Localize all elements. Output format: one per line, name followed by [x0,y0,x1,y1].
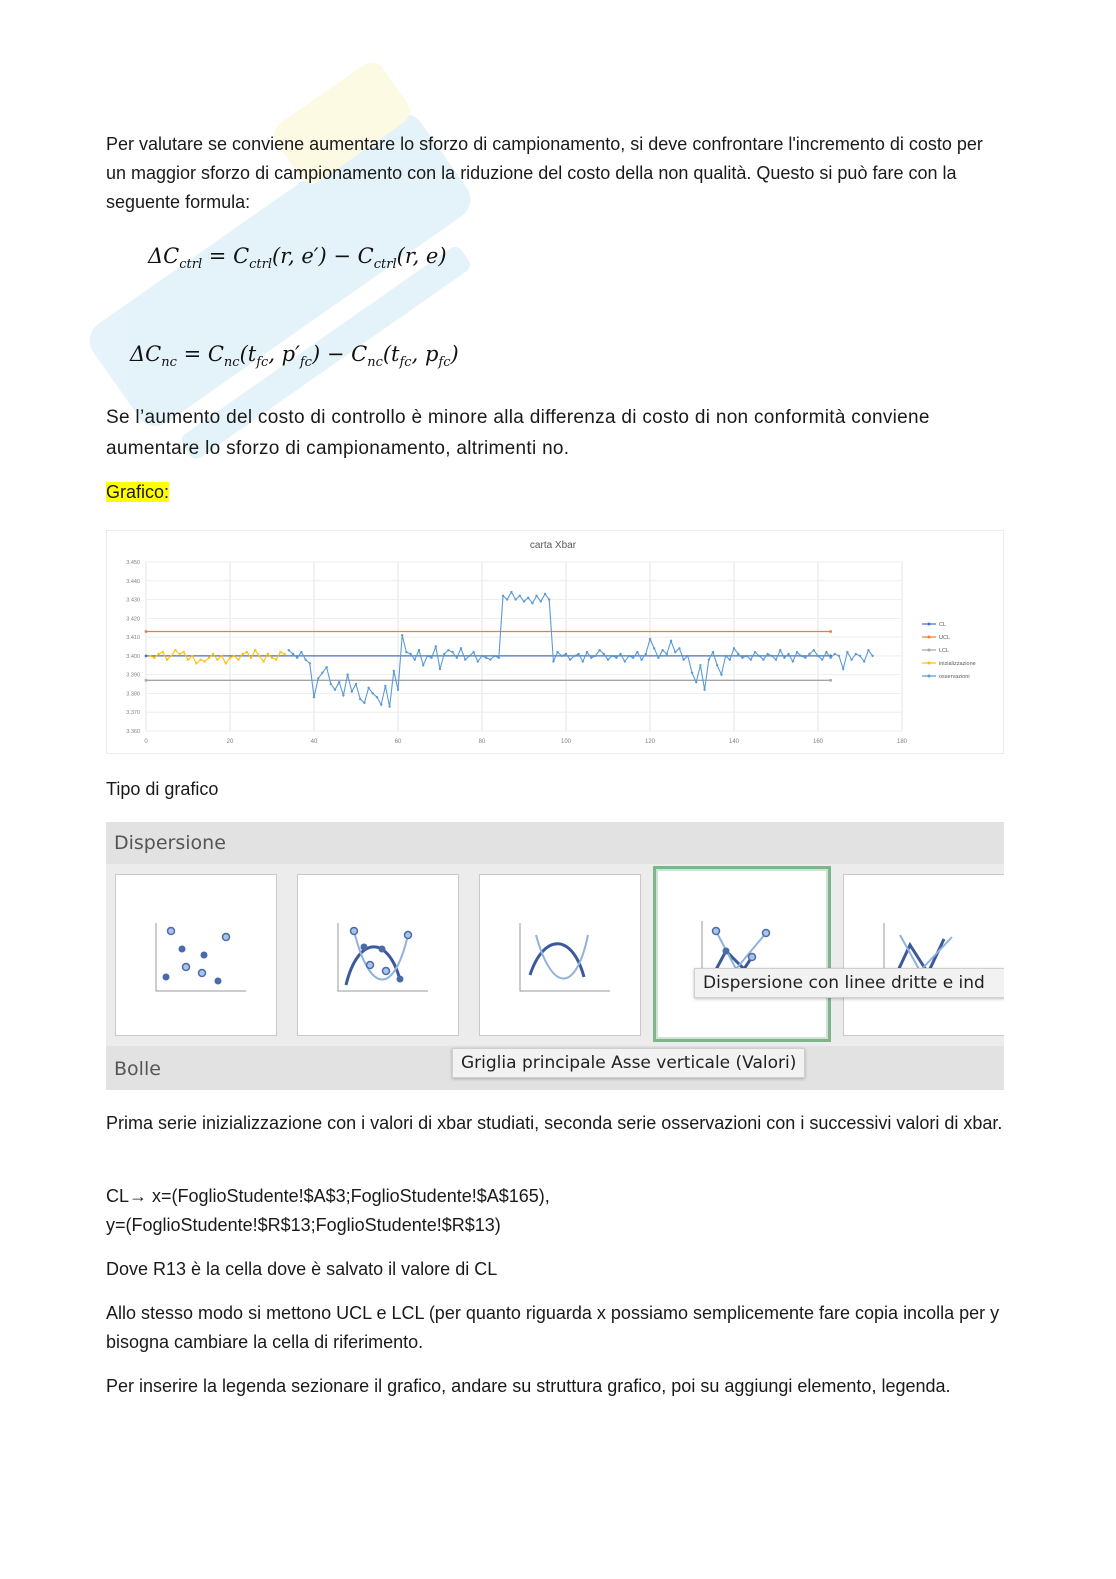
x-tick-label: 160 [812,739,824,745]
data-point-LCL [829,679,832,682]
data-point-osservazioni [363,702,365,704]
y-tick-label: 3.420 [126,616,140,623]
data-point-osservazioni [393,670,395,672]
data-point-osservazioni [409,653,411,655]
data-point-osservazioni [531,602,533,604]
data-point-inizializzazione [208,657,210,659]
data-point-inizializzazione [166,658,168,660]
cl-formula-line-1: CL→ x=(FoglioStudente!$A$3;FoglioStudente!$A$165), [106,1186,550,1206]
data-point-osservazioni [737,653,739,655]
data-point-osservazioni [334,688,336,690]
formula-delta-nc: $\Delta C_{nc} = C_{nc}(t_{fc}$, $p'_{fc}) - C_{nc}(t_{fc}$, $p_{fc}$) [130,342,459,371]
data-point-osservazioni [674,651,676,653]
data-point-osservazioni [569,658,571,660]
data-point-osservazioni [556,651,558,653]
data-point-osservazioni [464,658,466,660]
data-point-osservazioni [649,638,651,640]
data-point-osservazioni [498,657,500,659]
data-point-inizializzazione [199,658,201,660]
data-point-osservazioni [766,653,768,655]
data-point-osservazioni [699,664,701,666]
data-point-osservazioni [838,655,840,657]
legend-paragraph: Per inserire la legenda sezionare il grafico, andare su struttura grafico, poi su aggiungi elemento, legenda. [106,1376,951,1396]
x-tick-label: 60 [394,739,402,745]
data-point-osservazioni [309,662,311,664]
y-tick-label: 3.380 [126,691,140,698]
data-point-osservazioni [296,657,298,659]
data-point-osservazioni [682,658,684,660]
data-point-osservazioni [636,651,638,653]
data-point-inizializzazione [250,657,252,659]
legend-label: osservazioni [939,674,970,680]
grafico-label [106,478,1006,507]
section-header-dispersione [106,822,1004,864]
decision-paragraph: Se l’aumento del costo di controllo è minore alla differenza di costo di non conformità conviene aumentare lo sforzo di campionamento, altrimenti no. [106,407,930,459]
data-point-osservazioni [741,657,743,659]
tooltip-gridlines: Griglia principale Asse verticale (Valori) [452,1048,805,1078]
data-point-inizializzazione [233,655,235,657]
tooltip-chart-type: Dispersione con linee dritte e ind [694,968,1004,998]
section-label-bolle: Bolle [114,1058,161,1080]
data-point-osservazioni [330,683,332,685]
data-point-osservazioni [582,660,584,662]
data-point-osservazioni [388,705,390,707]
data-point-osservazioni [729,658,731,660]
data-point-osservazioni [565,653,567,655]
data-point-inizializzazione [162,651,164,653]
data-point-inizializzazione [174,649,176,651]
legend-marker-inizializzazione [928,662,931,665]
data-point-inizializzazione [178,653,180,655]
data-point-osservazioni [800,655,802,657]
data-point-osservazioni [519,595,521,597]
data-point-osservazioni [523,600,525,602]
data-point-osservazioni [418,649,420,651]
data-point-osservazioni [787,653,789,655]
data-point-osservazioni [624,660,626,662]
data-point-inizializzazione [237,658,239,660]
data-point-UCL [829,630,832,633]
scatter-markers-icon [116,875,276,1035]
data-point-osservazioni [367,687,369,689]
legend-label: LCL [939,648,950,654]
data-point-osservazioni [405,651,407,653]
data-point-osservazioni [775,658,777,660]
data-point-osservazioni [779,649,781,651]
data-point-osservazioni [552,660,554,662]
data-point-osservazioni [317,677,319,679]
data-point-osservazioni [439,668,441,670]
y-tick-label: 3.440 [126,578,140,585]
data-point-osservazioni [678,647,680,649]
data-point-osservazioni [846,651,848,653]
data-point-osservazioni [430,657,432,659]
tipo-label: Tipo di grafico [106,779,219,799]
x-tick-label: 40 [310,739,318,745]
data-point-inizializzazione [149,655,151,657]
data-point-osservazioni [359,698,361,700]
data-point-LCL [145,679,148,682]
data-point-osservazioni [825,651,827,653]
data-point-osservazioni [695,681,697,683]
data-point-osservazioni [603,653,605,655]
data-point-osservazioni [506,598,508,600]
y-tick-label: 3.410 [126,635,140,642]
x-tick-label: 0 [144,739,148,745]
data-point-osservazioni [502,595,504,597]
scatter-smooth-lines-icon [480,875,640,1035]
data-point-osservazioni [355,683,357,685]
data-point-inizializzazione [191,655,193,657]
x-tick-label: 100 [560,739,572,745]
data-point-inizializzazione [267,653,269,655]
highlighted-text: Grafico: [106,482,170,502]
data-point-osservazioni [351,690,353,692]
data-point-osservazioni [342,694,344,696]
data-point-osservazioni [871,655,873,657]
data-point-osservazioni [447,649,449,651]
chart-type-panel [106,822,1004,1090]
data-point-osservazioni [422,664,424,666]
data-point-osservazioni [292,653,294,655]
data-point-osservazioni [481,655,483,657]
data-point-osservazioni [384,685,386,687]
data-point-osservazioni [745,655,747,657]
data-point-osservazioni [808,653,810,655]
chart-frame [106,530,1004,754]
data-point-osservazioni [561,655,563,657]
intro-paragraph: Per valutare se conviene aumentare lo sforzo di campionamento, si deve confrontare l'incremento di costo per un maggior sforzo di campionamento con la riduzione del costo della non qualità. Questo si può fare con la seguente formula: [106,134,983,212]
scatter-smooth-lines-markers-icon [298,875,458,1035]
data-point-inizializzazione [258,655,260,657]
data-point-osservazioni [573,655,575,657]
data-point-osservazioni [493,655,495,657]
x-tick-label: 20 [226,739,234,745]
data-point-inizializzazione [216,658,218,660]
legend-marker-UCL [928,636,931,639]
formula-delta-ctrl: $\Delta C_{ctrl} = C_{ctrl}(r$, $e') - C_{ctrl}(r$, e) [148,244,447,273]
data-point-osservazioni [842,668,844,670]
y-tick-label: 3.430 [126,597,140,604]
data-point-inizializzazione [170,655,172,657]
legend-marker-LCL [928,649,931,652]
data-point-osservazioni [628,655,630,657]
data-point-osservazioni [607,658,609,660]
data-point-osservazioni [594,655,596,657]
data-point-osservazioni [472,651,474,653]
data-point-osservazioni [640,658,642,660]
data-point-osservazioni [657,657,659,659]
legend-marker-osservazioni [928,675,931,678]
ucl-lcl-paragraph: Allo stesso modo si mettono UCL e LCL (per quanto riguarda x possiamo semplicemente fare copia incolla per y bisogna cambiare la cella di riferimento. [106,1303,1000,1352]
data-point-inizializzazione [195,662,197,664]
x-tick-label: 180 [896,739,908,745]
data-point-inizializzazione [220,655,222,657]
data-point-osservazioni [590,657,592,659]
data-point-osservazioni [829,657,831,659]
data-point-inizializzazione [254,649,256,651]
data-point-osservazioni [485,657,487,659]
scatter-straight-lines-icon [844,875,1004,1035]
data-point-osservazioni [703,688,705,690]
data-point-osservazioni [321,672,323,674]
data-point-osservazioni [758,655,760,657]
thumb-scatter-smooth[interactable] [479,874,641,1036]
data-point-osservazioni [527,596,529,598]
series-paragraph: Prima serie inizializzazione con i valori di xbar studiati, seconda serie osservazioni con i successivi valori di xbar. [106,1113,1003,1133]
data-point-osservazioni [489,658,491,660]
data-point-osservazioni [632,657,634,659]
cl-formula-line-2: y=(FoglioStudente!$R$13;FoglioStudente!$R$13) [106,1215,501,1235]
data-point-osservazioni [535,595,537,597]
data-point-osservazioni [855,653,857,655]
data-point-osservazioni [346,673,348,675]
data-point-osservazioni [443,653,445,655]
y-tick-label: 3.370 [126,710,140,717]
data-point-inizializzazione [246,651,248,653]
data-point-osservazioni [813,649,815,651]
data-point-osservazioni [611,655,613,657]
legend-label: inizializzazione [939,661,976,667]
data-point-inizializzazione [279,651,281,653]
data-point-inizializzazione [271,657,273,659]
data-point-osservazioni [691,672,693,674]
data-point-osservazioni [586,651,588,653]
y-tick-label: 3.360 [126,729,140,735]
data-point-osservazioni [456,657,458,659]
data-point-osservazioni [716,664,718,666]
data-point-osservazioni [645,653,647,655]
data-point-osservazioni [544,593,546,595]
data-point-osservazioni [540,600,542,602]
data-point-osservazioni [754,651,756,653]
data-point-inizializzazione [283,653,285,655]
data-point-osservazioni [750,658,752,660]
data-point-inizializzazione [183,651,185,653]
data-point-osservazioni [796,651,798,653]
data-point-osservazioni [514,598,516,600]
data-point-osservazioni [817,655,819,657]
data-point-osservazioni [313,696,315,698]
data-point-osservazioni [615,657,617,659]
data-point-osservazioni [804,657,806,659]
data-point-osservazioni [468,655,470,657]
data-point-osservazioni [619,653,621,655]
data-point-osservazioni [666,653,668,655]
data-point-osservazioni [670,640,672,642]
data-point-inizializzazione [157,653,159,655]
data-point-osservazioni [792,660,794,662]
data-point-UCL [145,630,148,633]
data-point-osservazioni [821,658,823,660]
data-point-osservazioni [460,647,462,649]
data-point-osservazioni [661,649,663,651]
data-point-osservazioni [338,681,340,683]
data-point-osservazioni [380,704,382,706]
data-point-osservazioni [435,645,437,647]
data-point-osservazioni [510,591,512,593]
thumb-scatter-markers[interactable] [115,874,277,1036]
data-point-osservazioni [577,653,579,655]
data-point-osservazioni [720,673,722,675]
legend-label: UCL [939,635,951,641]
y-tick-label: 3.390 [126,672,140,679]
data-point-osservazioni [863,660,865,662]
thumb-scatter-straight[interactable] [843,874,1004,1036]
data-point-osservazioni [372,692,374,694]
data-point-osservazioni [850,658,852,660]
data-point-CL [145,654,148,657]
section-label-dispersione: Dispersione [114,832,226,854]
data-point-osservazioni [598,649,600,651]
legend-marker-CL [928,623,931,626]
r13-paragraph: Dove R13 è la cella dove è salvato il valore di CL [106,1259,498,1279]
data-point-osservazioni [325,666,327,668]
x-tick-label: 140 [728,739,740,745]
data-point-osservazioni [376,696,378,698]
data-point-osservazioni [653,647,655,649]
data-point-inizializzazione [225,662,227,664]
data-point-osservazioni [401,634,403,636]
data-point-osservazioni [548,598,550,600]
data-point-osservazioni [783,657,785,659]
data-point-osservazioni [300,651,302,653]
data-point-inizializzazione [262,660,264,662]
data-point-osservazioni [687,655,689,657]
data-point-osservazioni [451,651,453,653]
data-point-osservazioni [724,655,726,657]
thumb-scatter-smooth-markers[interactable] [297,874,459,1036]
data-point-inizializzazione [187,658,189,660]
data-point-osservazioni [477,660,479,662]
chart-title: carta Xbar [529,540,577,551]
y-tick-label: 3.400 [126,653,140,660]
data-point-osservazioni [859,655,861,657]
data-point-osservazioni [771,655,773,657]
data-point-inizializzazione [212,653,214,655]
y-tick-label: 3.450 [126,560,140,566]
data-point-inizializzazione [229,657,231,659]
data-point-inizializzazione [204,660,206,662]
xbar-control-chart [106,530,1004,754]
data-point-osservazioni [867,649,869,651]
x-tick-label: 120 [644,739,656,745]
data-point-inizializzazione [153,657,155,659]
data-point-inizializzazione [275,658,277,660]
data-point-osservazioni [397,688,399,690]
scatter-straight-lines-markers-icon [656,869,828,1039]
data-point-osservazioni [733,647,735,649]
data-point-osservazioni [712,651,714,653]
x-tick-label: 80 [478,739,486,745]
data-point-osservazioni [288,649,290,651]
data-point-osservazioni [414,658,416,660]
thumb-scatter-straight-markers[interactable] [653,866,831,1042]
data-point-inizializzazione [241,653,243,655]
data-point-osservazioni [762,658,764,660]
data-point-osservazioni [304,658,306,660]
data-point-osservazioni [426,655,428,657]
data-point-osservazioni [834,653,836,655]
data-point-osservazioni [708,658,710,660]
legend-label: CL [939,622,947,628]
